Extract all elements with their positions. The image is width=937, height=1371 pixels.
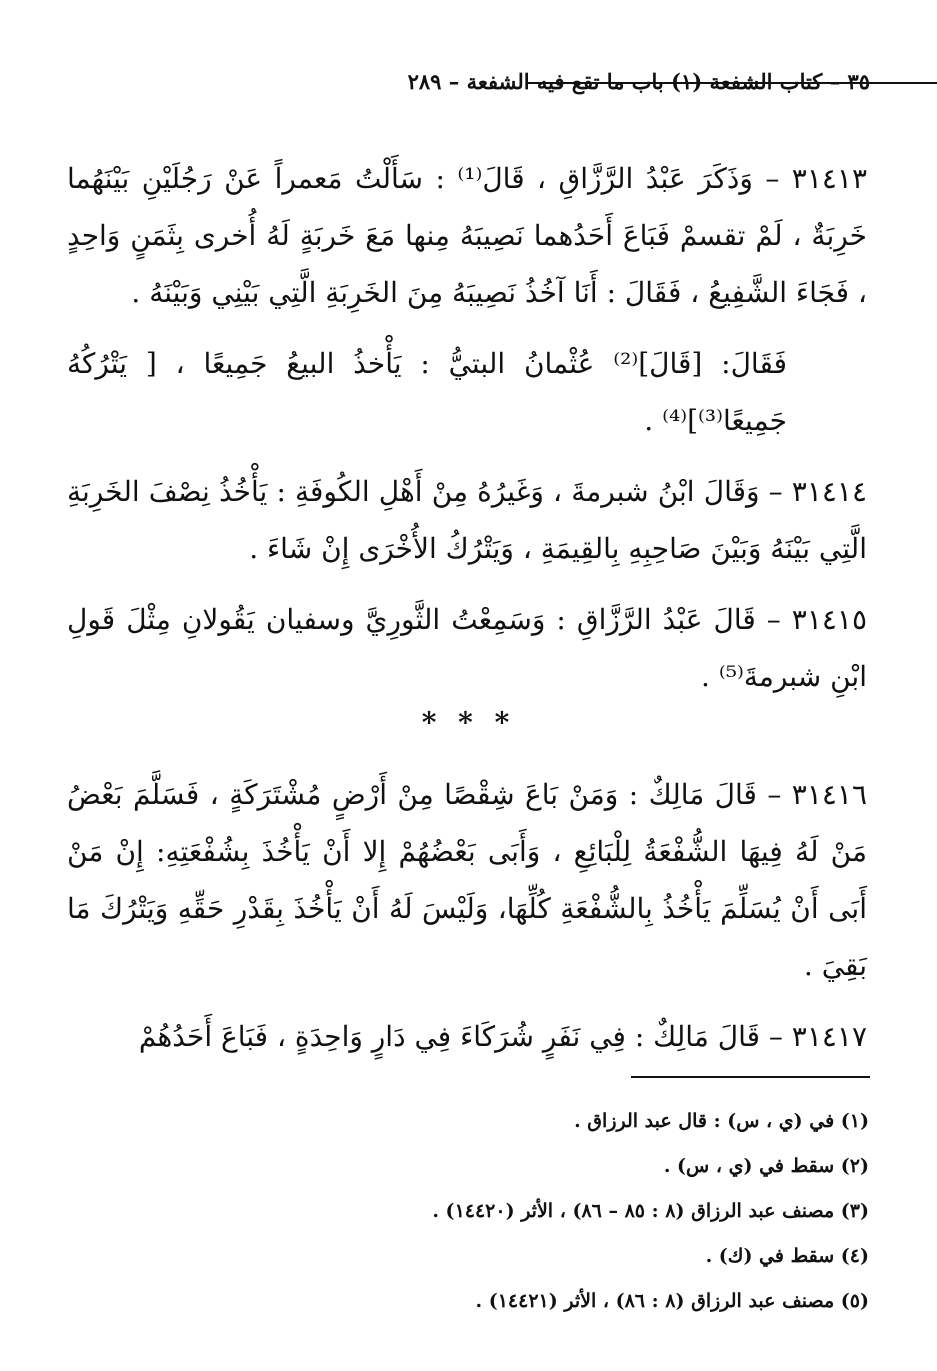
section-separator: * * * <box>421 706 516 739</box>
paragraph-31413: ٣١٤١٣ – وَذَكَرَ عَبْدُ الرَّزَّاقِ ، قَالَ⁽¹⁾ : سَأَلْتُ مَعمراً عَنْ رَجُلَيْنِ بَيْنَهُما خَرِبَةٌ ، لَمْ تقسمْ فَبَاعَ أَحَدُهما نَصِيبَهُ مِنها مَعَ خَربَةٍ لَهُ أُخرى بِثَمَنٍ وَاحِدٍ ، فَجَاءَ الشَّفِيعُ ، فَقَالَ : أَنَا آخُذُ نَصِيبَهُ مِنَ الخَرِبَةِ الَّتِي بَيْنِي وَبَيْنَهُ . <box>67 162 867 309</box>
header-rule <box>528 82 937 84</box>
main-text-bottom <box>67 766 867 1065</box>
footnote-rule <box>631 1076 870 1078</box>
paragraph-31414: ٣١٤١٤ – وَقَالَ ابْنُ شبرمةَ ، وَغَيرُهُ مِنْ أَهْلِ الكُوفَةِ : يَأْخُذُ نِصْفَ الخَرِبَةِ الَّتِي بَيْنَهُ وَبَيْنَ صَاحِبِهِ بِالقِيمَةِ ، وَيَتْرُكُ الأُخْرَى إِنْ شَاءَ . <box>67 475 867 565</box>
footnote-3: (٣) مصنف عبد الرزاق (٨ : ٨٥ – ٨٦) ، الأثر (١٤٤٢٠) . <box>432 1200 869 1222</box>
footnote-4: (٤) سقط في (ك) . <box>705 1245 869 1267</box>
footnote-1: (١) في (ي ، س) : قال عبد الرزاق . <box>574 1110 869 1132</box>
footnote-2: (٢) سقط في (ي ، س) . <box>663 1155 869 1177</box>
running-header-title: ٣٥ – كتاب الشفعة (١) باب ما تقع فيه الشفعة – ٢٨٩ <box>407 69 870 94</box>
paragraph-31416: ٣١٤١٦ – قَالَ مَالِكٌ : وَمَنْ بَاعَ شِقْصًا مِنْ أَرْضٍ مُشْتَرَكَةٍ ، فَسَلَّمَ بَعْضُ مَنْ لَهُ فِيهَا الشُّفْعَةُ لِلْبَائِعِ ، وَأَبَى بَعْضُهُمْ إِلا أَنْ يَأْخُذَ بِشُفْعَتِهِ: إِنْ مَنْ أَبَى أَنْ يُسَلِّمَ يَأْخُذُ بِالشُّفْعَةِ كُلِّهَا، وَلَيْسَ لَهُ أَنْ يَأْخُذَ بِقَدْرِ حَقِّهِ وَيَتْرُكَ مَا بَقِيَ . <box>67 778 867 982</box>
main-text-top <box>67 150 867 705</box>
paragraph-31415: ٣١٤١٥ – قَالَ عَبْدُ الرَّزَّاقِ : وَسَمِعْتُ الثَّورِيَّ وسفيان يَقُولانِ مِثْلَ قَولِ ابْنِ شبرمةَ⁽⁵⁾ . <box>67 603 867 693</box>
paragraph-31417: ٣١٤١٧ – قَالَ مَالِكٌ : فِي نَفَرٍ شُرَكَاءَ فِي دَارٍ وَاحِدَةٍ ، فَبَاعَ أَحَدُهُمْ <box>138 1020 867 1053</box>
footnote-5: (٥) مصنف عبد الرزاق (٨ : ٨٦) ، الأثر (١٤٤٢١) . <box>475 1290 869 1312</box>
paragraph-quote-othman: فَقَالَ: [قَالَ]⁽²⁾ عُثْمانُ البتيُّ : يَأْخذُ البيعُ جَمِيعًا ، [ يَتْرُكُهُ جَمِيعًا⁽³⁾]⁽⁴⁾ . <box>67 347 787 437</box>
footnotes <box>89 1102 869 1327</box>
page-header <box>88 66 870 106</box>
